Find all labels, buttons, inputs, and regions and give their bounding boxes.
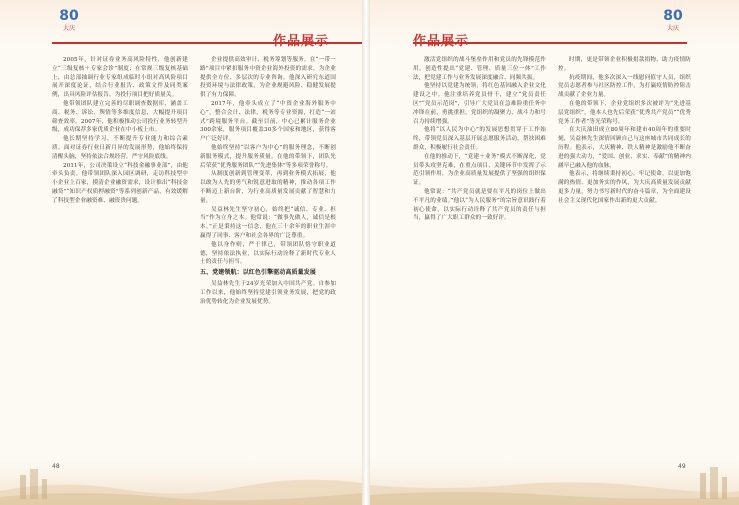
anniversary-logo xyxy=(656,4,690,38)
header-rule xyxy=(52,42,362,44)
paragraph: 在他的带领下，企业党组织多次被评为“先进基层党组织”，他本人也先后荣获“优秀共产党员”“优秀党务工作者”等光荣称号。 xyxy=(558,100,691,125)
page-number: 49 xyxy=(678,463,686,470)
paragraph: 在大庆油田成立80周年和建市40周年的重要时刻，吴益林先生深情回顾自己与这座城市共同成长的历程。他表示，大庆精神、铁人精神是激励他不断奋进的强大动力，“爱国、创业、求实、奉献”的精神内涵早已融入他的血脉。 xyxy=(558,127,691,169)
logo-text: 大庆 xyxy=(666,25,680,32)
paragraph: 从制度创新到管理变革，再到业务模式拓展，他以敢为人先的勇气和锐意进取的精神，推动各项工作不断迈上新台阶，为行业高质量发展贡献了智慧和力量。 xyxy=(200,171,336,204)
paragraph: 他表示，将继续秉持初心，牢记使命，以更加饱满的热情、更加务实的作风，为大庆高质量发展贡献更多力量，努力书写新时代的奋斗篇章，为全面建设社会主义现代化国家作出新的更大贡献。 xyxy=(558,171,691,204)
left-column-1 xyxy=(52,56,188,460)
right-page-columns xyxy=(413,56,691,460)
logo-number: 80 xyxy=(59,8,79,24)
paragraph: 他将“以人民为中心”的发展思想贯穿于工作始终，带领党员深入基层开展志愿服务活动，帮扶困难群众，积极履行社会责任。 xyxy=(413,127,546,151)
left-column-2 xyxy=(200,56,336,460)
paragraph: 吴益林先生坚守初心，始终把“诚信、专业、担当”作为立身之本。他常说：“做事先做人，诚信是根本。”正是秉持这一信念，他在三十余年的职业生涯中赢得了同事、客户和社会各界的广泛尊重。 xyxy=(200,206,336,239)
anniversary-logo xyxy=(52,4,86,38)
right-column-2 xyxy=(558,56,691,460)
paragraph: 激活党组织的战斗堡垒作用和党员的先锋模范作用。创造性提出“党建、管理、质量三位一体”工作法，把党建工作与业务发展深度融合、同频共振。 xyxy=(413,57,546,81)
section-title xyxy=(273,30,329,49)
right-page xyxy=(370,0,739,505)
paragraph: 2011年，公司决策设立“科技金融事业部”，由他牵头负责。他带领团队深入园区调研，走访科技型中小企业上百家，摸清企业融资需求，设计推出“科技金融贷”“知识产权质押融资”等系列创新产品，有效缓解了科技型企业融资难、融资贵问题。 xyxy=(52,162,188,204)
logo-number: 80 xyxy=(663,8,683,24)
paragraph: 他以身作则，严于律己，带领团队恪守职业道德，坚持依法执业，以实际行动诠释了新时代专业人士的责任与担当。 xyxy=(200,241,336,266)
paragraph: 2005年，针对证券业务高风险特性，他创新建立“三级复核＋专家会诊”制度；在常规三级复核基础上，由总部抽调行业专家组成临时小组对高风险项目展开深度论证，结合行业报告、政策文件及同类案例，出具风险评估报告，为投行项目把好质量关。 xyxy=(52,57,188,99)
paragraph: 抗疫期间，他多次深入一线慰问值守人员，组织党员志愿者参与社区防控工作，为打赢疫情防控阻击战贡献了企业力量。 xyxy=(558,74,691,99)
left-page xyxy=(0,0,362,505)
paragraph: 吴益林先生于24岁光荣加入中国共产党。自参加工作以来，他始终坚持党建引领业务发展，把党的政治优势转化为企业发展优势。 xyxy=(200,280,336,305)
paragraph: 他常说：“共产党员就是要在平凡的岗位上做出不平凡的业绩。”他以“为人民服务”的宗旨意识践行着初心使命，以实际行动诠释了共产党员的责任与担当，赢得了广大职工群众的一致好评。 xyxy=(413,188,546,222)
section-title xyxy=(413,30,469,49)
paragraph: 时期，更是带领企业积极捐款捐物，助力疫情防控。 xyxy=(558,57,691,72)
logo-text: 大庆 xyxy=(62,25,76,32)
right-column-1 xyxy=(413,56,546,460)
book-gutter xyxy=(362,0,370,505)
paragraph: 他始终坚持“以客户为中心”的服务理念，不断创新服务模式，提升服务质量。在他的带领下，团队先后荣获“优秀服务团队”“先进集体”等多项荣誉称号。 xyxy=(200,144,336,169)
page-number: 48 xyxy=(52,463,60,470)
paragraph: 他带领团队建立完善的尽职调查数据库，涵盖工商、税务、诉讼、舆情等多维度信息，大幅提升项目筛查效率。2007年，他积极推动公司投行业务转型升级，成功保荐多家优质企业在中小板上市。 xyxy=(52,100,188,134)
left-page-columns xyxy=(52,56,336,460)
section-heading: 五、党建领航：以红色引擎驱动高质量发展 xyxy=(200,269,316,277)
paragraph: 他坚持以党建为统领，将红色基因融入企业文化建设之中。他注重培养党员骨干，建立“党员责任区”“党员示范岗”，引导广大党员在急难险重任务中冲锋在前、勇挑重担，党组织的凝聚力、战斗力和号召力持续增强。 xyxy=(413,83,546,125)
paragraph: 2017年，他牵头成立了“中资企业海外服务中心”，整合会计、法律、税务等专业资源，打造“一站式”跨境服务平台。截至目前，中心已累计服务企业300余家，服务项目覆盖30多个国家和地区，获得客户广泛好评。 xyxy=(200,100,336,143)
paragraph: 他长期坚持学习，不断提升专业能力和综合素质。面对证券行业日新月异的发展形势，他始终保持清醒头脑，坚持依法合规经营，严守风险底线。 xyxy=(52,136,188,160)
header-rule xyxy=(413,42,687,44)
paragraph: 企业提供高效审计、税务筹划等服务。在“一带一路”项目中紧扣服务中资企业海外投资的需求，为企业提供全方位、多层次的专业咨询。他深入研究东道国投资环境与法律政策，为企业规避风险、稳健发展提供了有力保障。 xyxy=(200,57,336,99)
paragraph: 在他的推动下，“党建＋业务”模式不断深化，党员带头攻坚克难，在重点项目、关键环节中发挥了示范引领作用，为企业高质量发展提供了坚强的组织保证。 xyxy=(413,153,546,187)
